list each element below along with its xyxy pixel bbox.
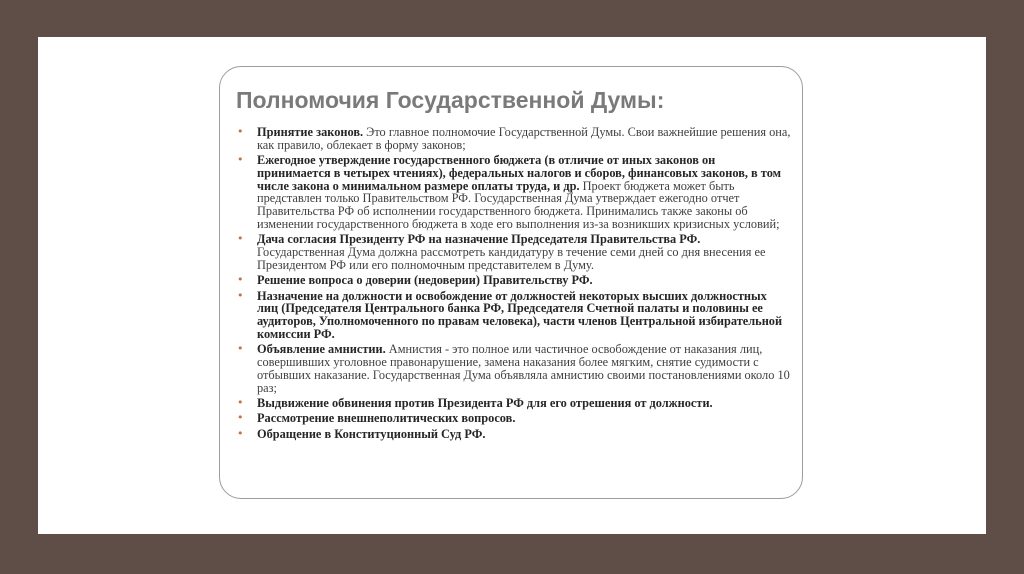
list-item <box>235 233 791 271</box>
item-text: Амнистия - это полное или частичное освобождение от наказания лиц, совершивших уголовное правонарушение, замена наказания более мягким, снятие судимости с отбывших наказание. Государственная Дума объявляла амнистию своими постановлениями около 10 раз; <box>257 342 790 395</box>
bullet-icon: • <box>237 426 244 440</box>
bullet-icon: • <box>237 411 244 425</box>
bullet-icon: • <box>237 232 244 246</box>
item-heading: Обращение в Конституционный Суд РФ. <box>257 426 486 441</box>
item-text: Государственная Дума должна рассмотреть кандидатуру в течение семи дней со дня внесения ее Президентом РФ или его полномочным представителем в Думу. <box>257 245 766 272</box>
bullet-icon: • <box>237 125 244 138</box>
list-item <box>235 126 791 152</box>
bullet-icon: • <box>237 273 244 287</box>
bullet-icon: • <box>237 153 244 167</box>
list-item <box>235 428 791 441</box>
list-item <box>235 290 791 341</box>
list-item <box>235 412 791 425</box>
list-item <box>235 397 791 410</box>
item-heading: Принятие законов. <box>257 125 364 139</box>
list-item <box>235 343 791 394</box>
list-item <box>235 154 791 231</box>
item-heading: Назначение на должности и освобождение от должностей некоторых высших должностных лиц (Председателя Центрального банка РФ, Председателя Счетной палаты и половины ее аудиторов, Уполномоченного по правам человека), части членов Центральной избирательной комиссии РФ. <box>257 288 783 341</box>
bullet-icon: • <box>237 288 244 302</box>
item-text: Это главное полномочие Государственной Думы. Свои важнейшие решения она, как правило, облекает в форму законов; <box>257 125 791 152</box>
slide-title: Полномочия Государственной Думы: <box>236 87 665 113</box>
powers-list <box>235 126 791 443</box>
item-heading: Объявление амнистии. <box>257 342 386 357</box>
item-heading: Рассмотрение внешнеполитических вопросов. <box>257 411 516 426</box>
bullet-icon: • <box>237 342 244 356</box>
item-heading: Выдвижение обвинения против Президента РФ для его отрешения от должности. <box>257 395 713 410</box>
item-heading: Ежегодное утверждение государственного бюджета (в отличие от иных законов он принимается в четырех чтениях), федеральных налогов и сборов, финансовых законов, в том числе закона о минимальном размере оплаты труда, и др. <box>257 153 782 193</box>
item-text: Проект бюджета может быть представлен только Правительством РФ. Государственная Дума утверждает ежегодно отчет Правительства РФ об исполнении государственного бюджета. Принимались также законы об изменении государственного бюджета в ходе его выполнения из-за возникших кризисных условий; <box>257 178 780 232</box>
content-card <box>219 66 803 499</box>
list-item <box>235 274 791 287</box>
slide <box>38 37 986 534</box>
item-heading: Дача согласия Президенту РФ на назначение Председателя Правительства РФ. <box>257 232 701 247</box>
item-heading: Решение вопроса о доверии (недоверии) Правительству РФ. <box>257 273 593 288</box>
bullet-icon: • <box>237 395 244 409</box>
